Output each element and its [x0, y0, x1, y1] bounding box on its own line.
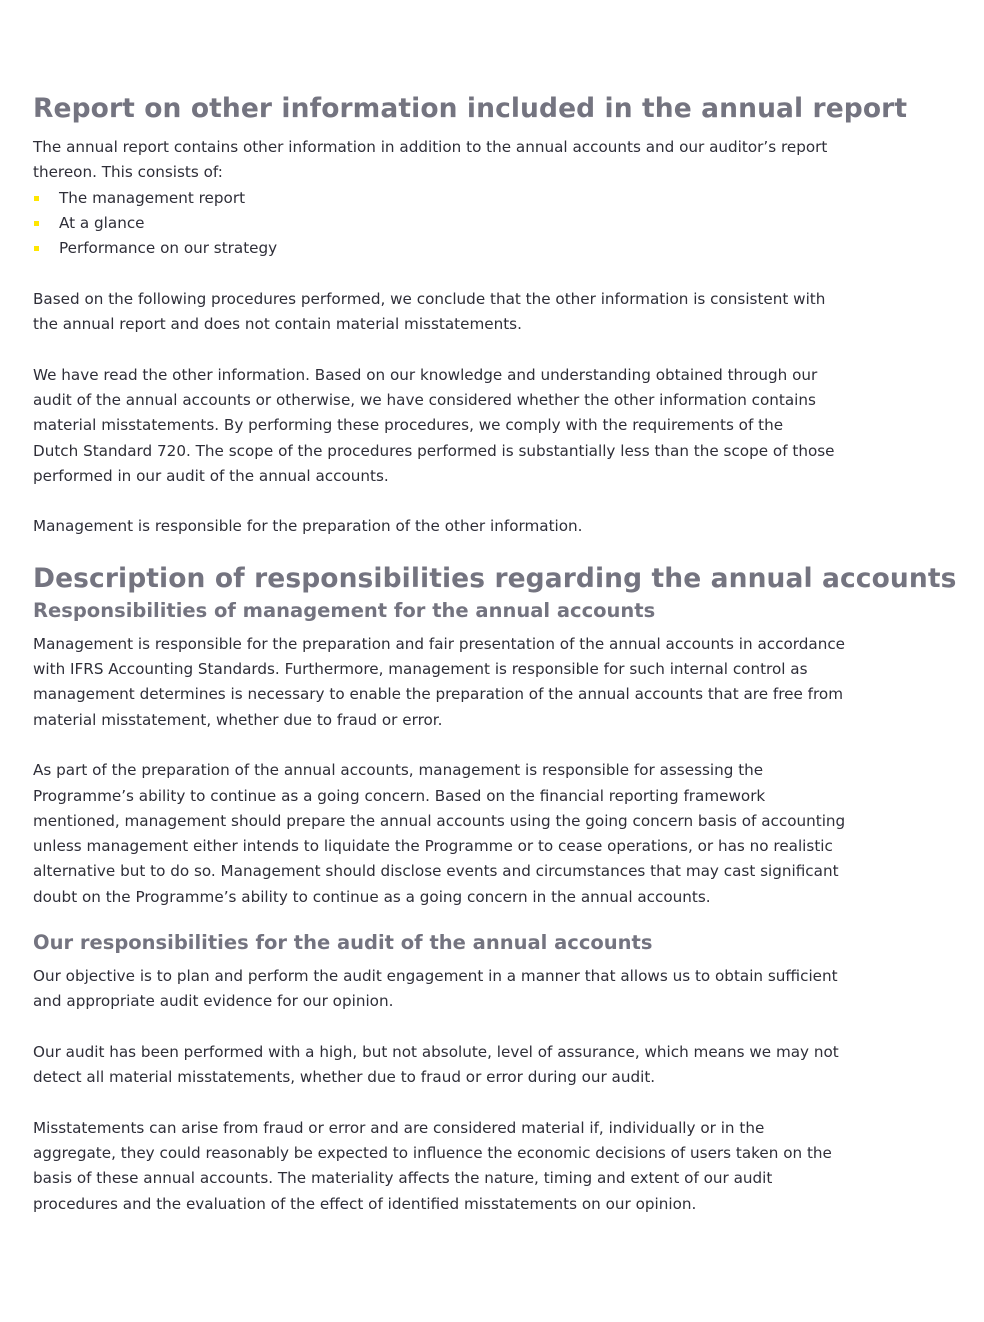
text-line: basis of these annual accounts. The materiality affects the nature, timing and extent of our audit — [33, 1169, 773, 1188]
text-line: material misstatements. By performing these procedures, we comply with the requirements of the — [33, 416, 784, 435]
text-line: As part of the preparation of the annual accounts, management is responsible for assessing the — [33, 761, 764, 780]
text-line: detect all material misstatements, whether due to fraud or error during our audit. — [33, 1068, 656, 1087]
text-line: the annual report and does not contain material misstatements. — [33, 315, 522, 334]
list-item-text: The management report — [59, 188, 246, 207]
text-line: Management is responsible for the preparation and fair presentation of the annual accounts in accordance — [33, 634, 846, 653]
subheading-management-responsibilities: Responsibilities of management for the annual accounts — [33, 598, 656, 622]
auditor-paragraph-2 — [33, 1040, 933, 1091]
conclusion-paragraph — [33, 287, 933, 338]
auditor-paragraph-3 — [33, 1116, 933, 1217]
list-item-text: At a glance — [59, 213, 145, 232]
bullet-square-icon — [34, 221, 39, 226]
text-line: Misstatements can arise from fraud or error and are considered material if, individually or in the — [33, 1118, 765, 1137]
list-item-text: Performance on our strategy — [59, 239, 278, 258]
text-line: Dutch Standard 720. The scope of the procedures performed is substantially less than the scope of those — [33, 441, 835, 460]
list-item — [33, 236, 933, 261]
text-line: Our objective is to plan and perform the audit engagement in a manner that allows us to obtain sufficient — [33, 967, 838, 986]
heading-responsibilities: Description of responsibilities regarding the annual accounts — [33, 562, 957, 594]
text-line: The annual report contains other information in addition to the annual accounts and our auditor’s report — [33, 138, 828, 156]
text-line: doubt on the Programme’s ability to continue as a going concern in the annual accounts. — [33, 887, 711, 906]
text-line: Management is responsible for the preparation of the other information. — [33, 517, 583, 536]
other-information-list — [33, 186, 933, 262]
text-line: We have read the other information. Based on our knowledge and understanding obtained through our — [33, 365, 818, 384]
text-line: Our audit has been performed with a high, but not absolute, level of assurance, which means we may not — [33, 1042, 839, 1061]
procedures-paragraph — [33, 363, 933, 489]
text-line: aggregate, they could reasonably be expected to influence the economic decisions of users taken on the — [33, 1144, 832, 1163]
text-line: material misstatement, whether due to fraud or error. — [33, 710, 443, 729]
text-line: performed in our audit of the annual accounts. — [33, 466, 389, 485]
text-line: thereon. This consists of: — [33, 163, 223, 182]
list-item — [33, 186, 933, 211]
text-line: audit of the annual accounts or otherwise, we have considered whether the other information contains — [33, 390, 816, 409]
text-line: procedures and the evaluation of the effect of identified misstatements on our opinion. — [33, 1194, 697, 1213]
bullet-square-icon — [34, 246, 39, 251]
heading-other-information: Report on other information included in the annual report — [33, 93, 908, 124]
management-paragraph-1 — [33, 632, 933, 733]
bullet-square-icon — [34, 196, 39, 201]
text-line: and appropriate audit evidence for our opinion. — [33, 992, 394, 1011]
subheading-auditor-responsibilities: Our responsibilities for the audit of the annual accounts — [33, 931, 653, 955]
text-line: management determines is necessary to enable the preparation of the annual accounts that are free from — [33, 685, 843, 704]
management-paragraph-2 — [33, 758, 933, 910]
text-line: alternative but to do so. Management should disclose events and circumstances that may cast significant — [33, 862, 839, 881]
text-line: mentioned, management should prepare the annual accounts using the going concern basis of accounting — [33, 811, 846, 830]
list-item — [33, 211, 933, 236]
text-line: Based on the following procedures performed, we conclude that the other information is consistent with — [33, 289, 826, 308]
text-line: Programme’s ability to continue as a going concern. Based on the financial reporting framework — [33, 786, 766, 805]
text-line: unless management either intends to liquidate the Programme or to cease operations, or has no realistic — [33, 837, 833, 856]
document-page — [33, 92, 957, 1217]
text-line: with IFRS Accounting Standards. Furthermore, management is responsible for such internal control as — [33, 660, 808, 679]
intro-paragraph — [33, 135, 933, 186]
auditor-paragraph-1 — [33, 964, 933, 1015]
management-responsibility-paragraph — [33, 514, 933, 539]
